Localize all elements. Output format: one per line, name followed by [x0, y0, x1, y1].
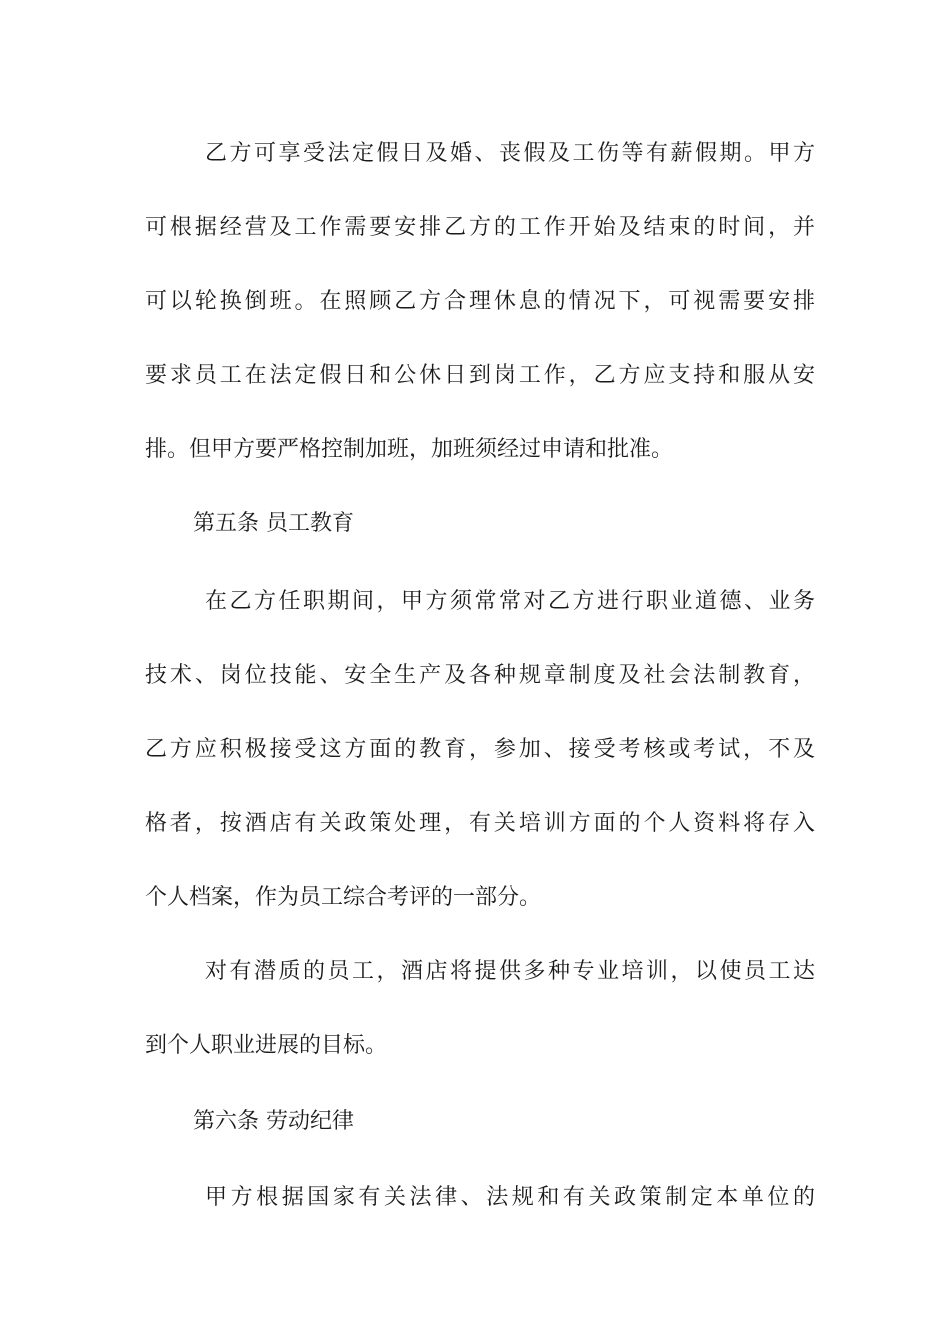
paragraph-1-line-3: 可以轮换倒班。在照顾乙方合理休息的情况下，可视需要安排	[145, 289, 815, 314]
paragraph-1-line-1: 乙方可享受法定假日及婚、丧假及工伤等有薪假期。甲方	[205, 141, 815, 166]
paragraph-4-line-1: 甲方根据国家有关法律、法规和有关政策制定本单位的	[205, 1185, 815, 1210]
paragraph-1-line-5: 排。但甲方要严格控制加班，加班须经过申请和批准。	[145, 437, 674, 462]
article-6-heading: 第六条 劳动纪律	[193, 1109, 354, 1134]
paragraph-2-line-3: 乙方应积极接受这方面的教育，参加、接受考核或考试，不及	[145, 737, 815, 762]
paragraph-3-line-1: 对有潜质的员工，酒店将提供多种专业培训，以使员工达	[205, 959, 815, 984]
paragraph-2-line-1: 在乙方任职期间，甲方须常常对乙方进行职业道德、业务	[205, 589, 815, 614]
paragraph-2-line-2: 技术、岗位技能、安全生产及各种规章制度及社会法制教育，	[145, 663, 815, 688]
article-5-heading: 第五条 员工教育	[193, 511, 354, 536]
paragraph-2-line-4: 格者，按酒店有关政策处理，有关培训方面的个人资料将存入	[145, 811, 815, 836]
paragraph-2-line-5: 个人档案，作为员工综合考评的一部分。	[145, 885, 542, 910]
paragraph-3-line-2: 到个人职业进展的目标。	[145, 1033, 388, 1058]
paragraph-1-line-2: 可根据经营及工作需要安排乙方的工作开始及结束的时间，并	[145, 215, 815, 240]
paragraph-1-line-4: 要求员工在法定假日和公休日到岗工作，乙方应支持和服从安	[145, 363, 815, 388]
